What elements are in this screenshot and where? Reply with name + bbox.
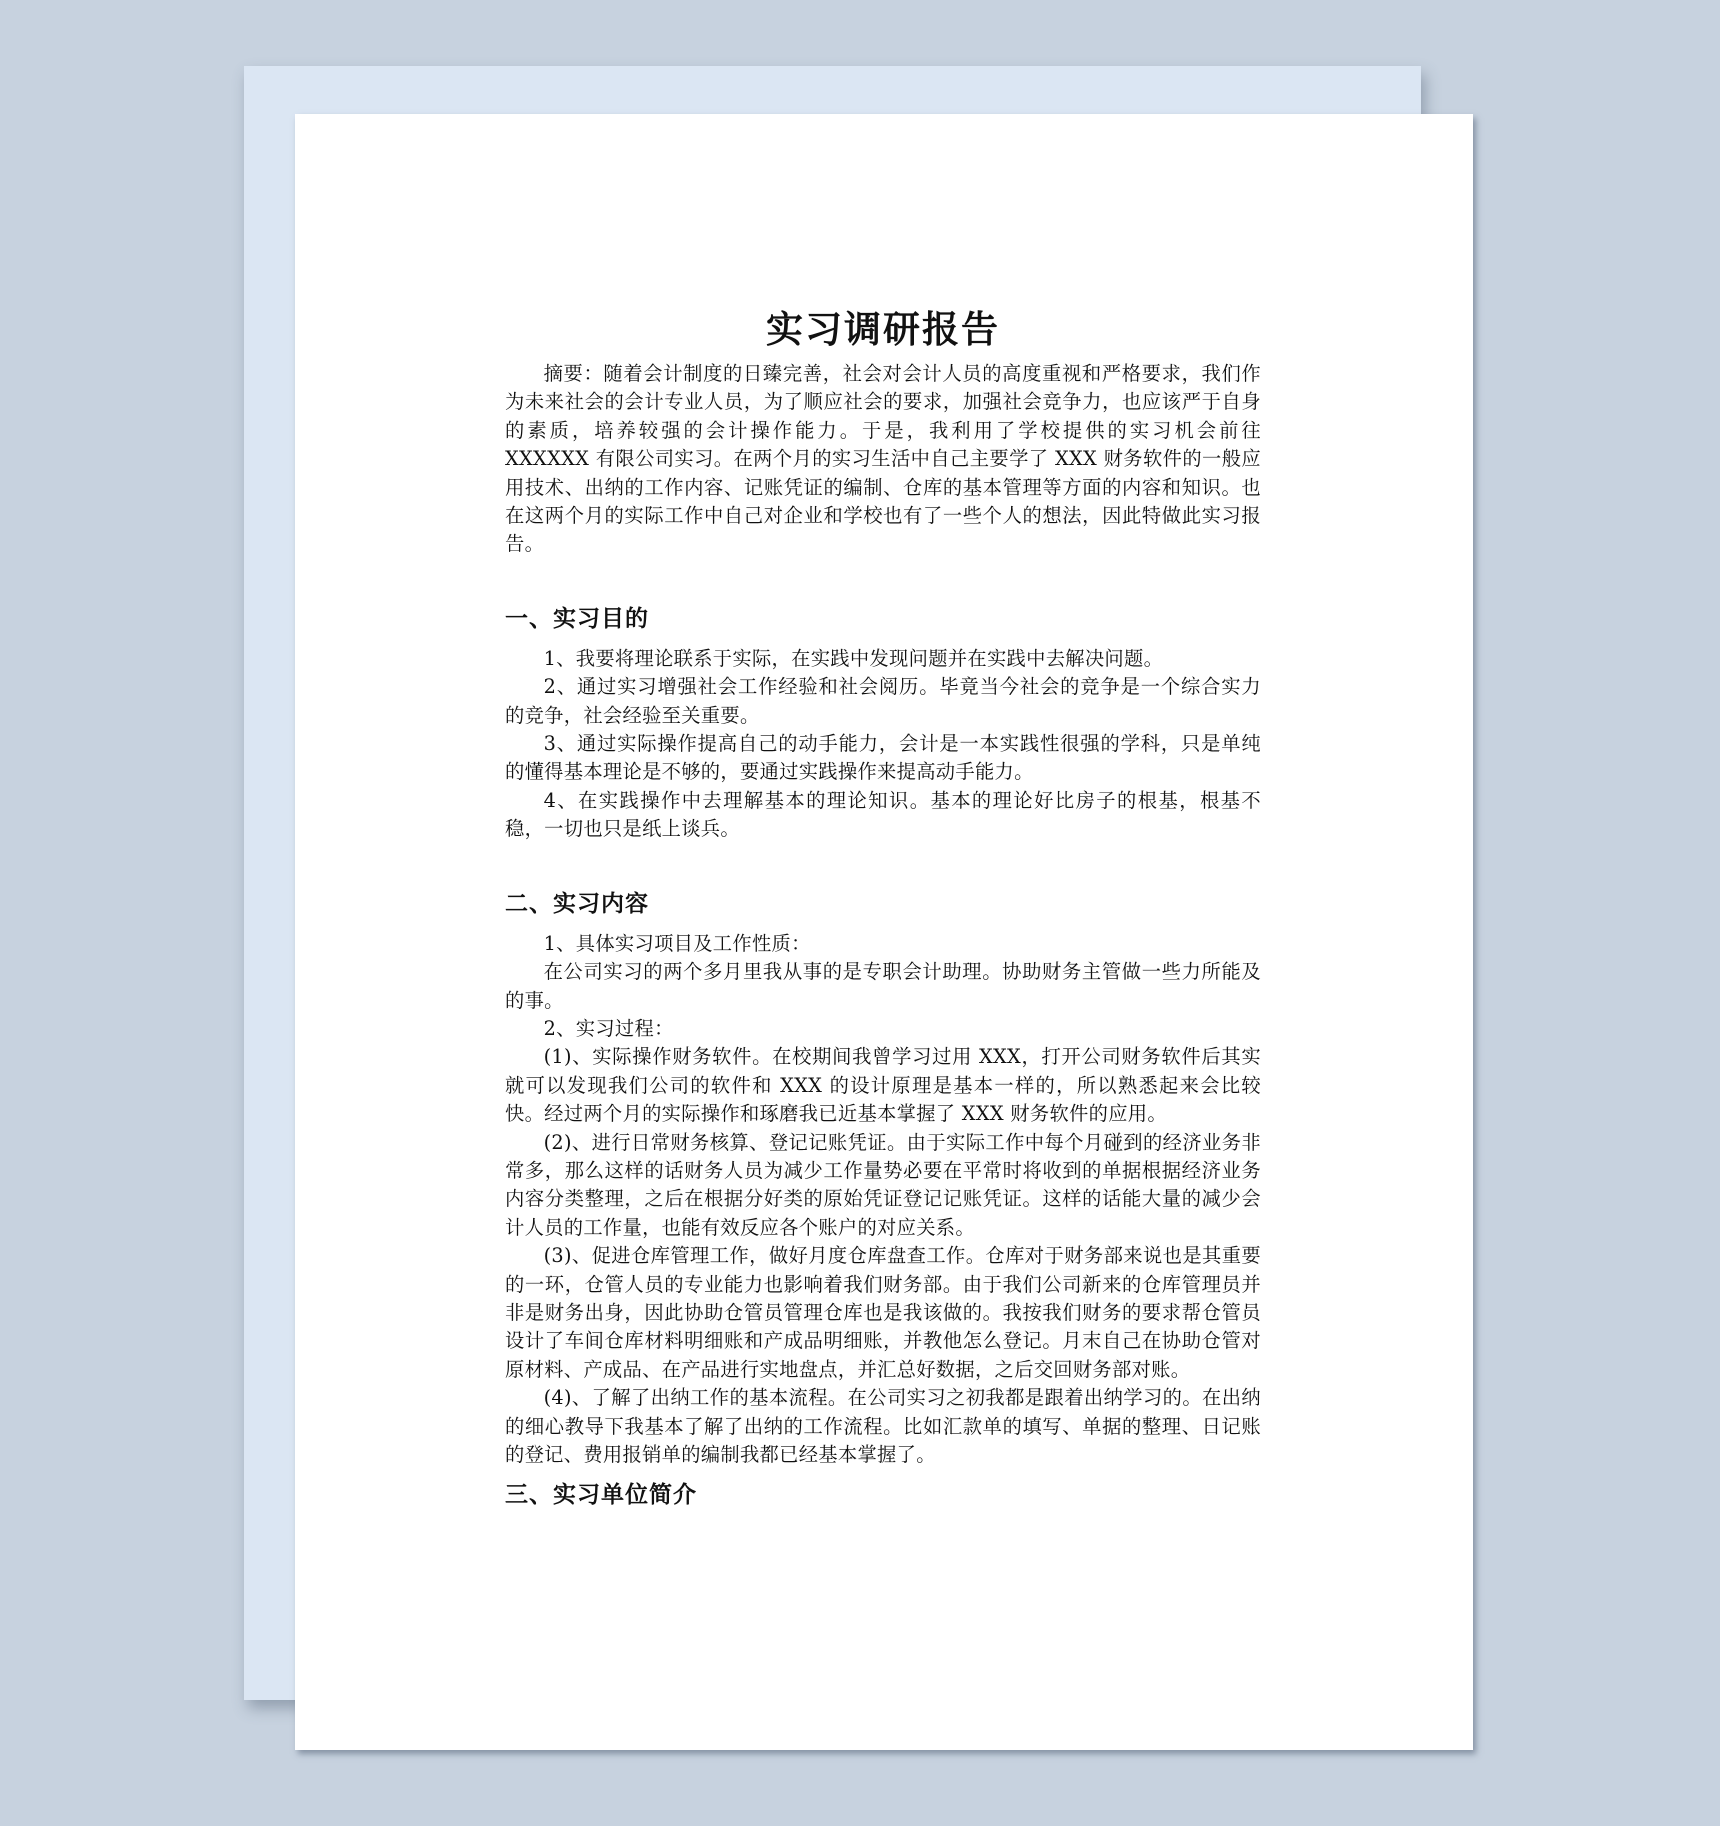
section-heading-content: 二、实习内容 — [505, 889, 649, 917]
purpose-item-3: 3、通过实际操作提高自己的动手能力，会计是一本实践性很强的学科，只是单纯的懂得基本理论是不够的，要通过实践操作来提高动手能力。 — [505, 732, 1261, 784]
section-heading-company: 三、实习单位简介 — [505, 1481, 697, 1509]
process-item-2: (2)、进行日常财务核算、登记记账凭证。由于实际工作中每个月碰到的经济业务非常多，那么这样的话财务人员为减少工作量势必要在平常时将收到的单据根据经济业务内容分类整理，之后在根据分好类的原始凭证登记记账凭证。这样的话能大量的减少会计人员的工作量，也能有效反应各个账户的对应关系。 — [505, 1130, 1261, 1239]
purpose-item-2: 2、通过实习增强社会工作经验和社会阅历。毕竟当今社会的竞争是一个综合实力的竞争，社会经验至关重要。 — [505, 675, 1261, 727]
document-title: 实习调研报告 — [766, 308, 1000, 351]
content-paragraph-role: 在公司实习的两个多月里我从事的是专职会计助理。协助财务主管做一些力所能及的事。 — [505, 960, 1261, 1012]
process-item-1: (1)、实际操作财务软件。在校期间我曾学习过用 XXX，打开公司财务软件后其实就可以发现我们公司的软件和 XXX 的设计原理是基本一样的，所以熟悉起来会比较快。经过两个月的实际操作和琢磨我已近基本掌握了 XXX 财务软件的应用。 — [505, 1045, 1261, 1126]
section-heading-purpose: 一、实习目的 — [505, 604, 649, 632]
document-page — [295, 114, 1473, 1750]
purpose-item-4: 4、在实践操作中去理解基本的理论知识。基本的理论好比房子的根基，根基不稳，一切也只是纸上谈兵。 — [505, 788, 1261, 841]
document-content — [505, 304, 1261, 1511]
process-item-4: (4)、了解了出纳工作的基本流程。在公司实习之初我都是跟着出纳学习的。在出纳的细心教导下我基本了解了出纳的工作流程。比如汇款单的填写、单据的整理、日记账的登记、费用报销单的编制我都已经基本掌握了。 — [505, 1386, 1261, 1466]
content-subheading-1: 1、具体实习项目及工作性质： — [543, 931, 811, 955]
abstract-paragraph: 摘要：随着会计制度的日臻完善，社会对会计人员的高度重视和严格要求，我们作为未来社会的会计专业人员，为了顺应社会的要求，加强社会竞争力，也应该严于自身的素质，培养较强的会计操作能力。于是，我利用了学校提供的实习机会前往 XXXXXX 有限公司实习。在两个月的实习生活中自己主要学了 XXX 财务软件的一般应用技术、出纳的工作内容、记账凭证的编制、仓库的基本管理等方面的内容和知识。也在这两个月的实际工作中自己对企业和学校也有了一些个人的想法，因此特做此实习报告。 — [505, 362, 1261, 556]
process-item-3: (3)、促进仓库管理工作，做好月度仓库盘查工作。仓库对于财务部来说也是其重要的一环，仓管人员的专业能力也影响着我们财务部。由于我们公司新来的仓库管理员并非是财务出身，因此协助仓管员管理仓库也是我该做的。我按我们财务的要求帮仓管员设计了车间仓库材料明细账和产成品明细账，并教他怎么登记。月末自己在协助仓管对原材料、产成品、在产品进行实地盘点，并汇总好数据，之后交回财务部对账。 — [505, 1244, 1261, 1381]
content-subheading-2: 2、实习过程： — [543, 1016, 674, 1040]
purpose-item-1: 1、我要将理论联系于实际，在实践中发现问题并在实践中去解决问题。 — [543, 646, 1164, 670]
